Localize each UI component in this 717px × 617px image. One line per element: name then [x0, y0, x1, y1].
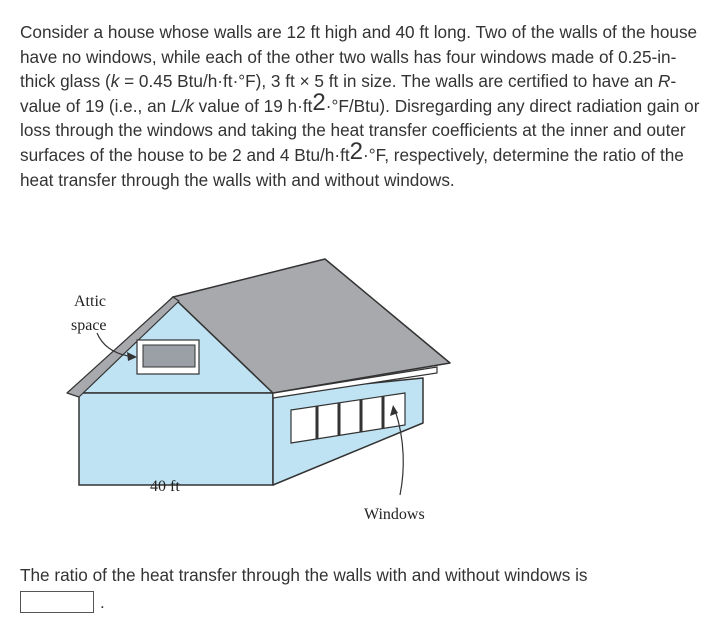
house-front-wall [79, 393, 273, 485]
r-symbol: R [658, 71, 671, 92]
attic-label-line1: Attic [74, 293, 106, 310]
k-symbol: k [110, 71, 120, 92]
windows-label: Windows [364, 506, 425, 523]
house-figure [55, 255, 475, 530]
problem-text-5: ·°F/Btu). Disregarding any direct radiation gain or loss through the windows and taking the heat transfer coefficients at the inner and outer surfaces of the house to be 2 and 4 Btu/h·ft [20, 95, 700, 165]
problem-text-6: ·°F, respectively, determine the ratio of the heat transfer through the walls with and without windows. [20, 144, 684, 190]
superscript-2-second: 2 [349, 137, 364, 165]
problem-statement [20, 20, 710, 192]
answer-prompt: The ratio of the heat transfer through the walls with and without windows is [20, 565, 588, 585]
lk-symbol: L/k [170, 95, 194, 116]
attic-vent-inner [143, 345, 195, 367]
superscript-2-first: 2 [312, 88, 326, 116]
problem-text-1: Consider a house whose walls are 12 ft high and 40 ft long. Two of the walls of the house have no windows, while each of the other two walls has four windows made of 0.25-in-thick glass ( [20, 22, 698, 92]
attic-label-line2: space [71, 317, 107, 334]
answer-period: . [100, 593, 105, 612]
length-label: 40 ft [150, 478, 180, 495]
answer-row [20, 587, 105, 613]
problem-text-2: = 0.45 Btu/h·ft·°F), 3 ft × 5 ft in size. The walls are certified to have an [119, 71, 659, 92]
answer-input[interactable] [20, 591, 94, 613]
problem-text-3: -value of 19 (i.e., an [20, 71, 677, 116]
problem-text-4: value of 19 h·ft [193, 95, 313, 116]
